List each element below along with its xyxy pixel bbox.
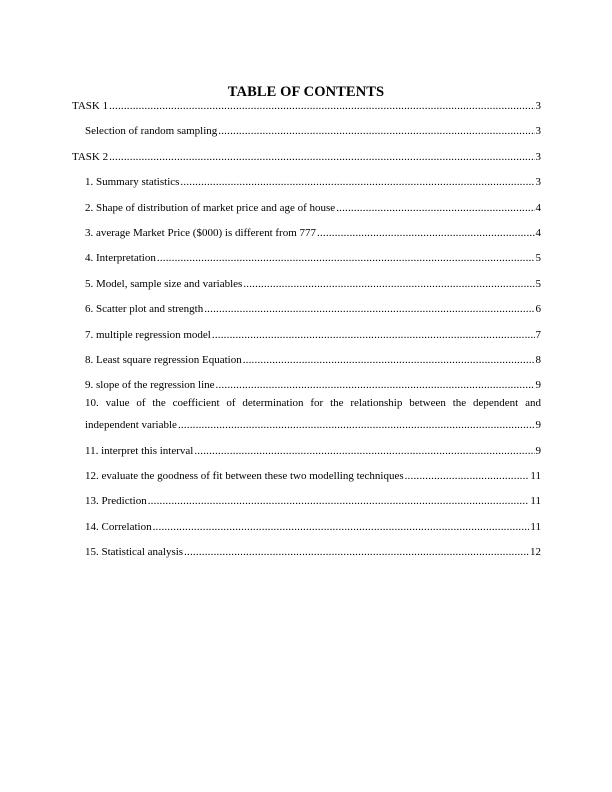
toc-entry-label-line2: independent variable [85,419,177,432]
toc-entry-page: 4 [535,226,541,239]
toc-entry-label: 13. Prediction [85,495,147,508]
toc-entry-label: 7. multiple regression model [85,328,211,341]
toc-entry-statistical-analysis[interactable] [72,546,541,559]
dot-leader [153,521,530,534]
toc-entry-label: 15. Statistical analysis [85,546,184,559]
toc-entry-page: 9 [535,379,541,392]
toc-entry-label: Selection of random sampling [85,125,218,138]
toc-entry-label: 3. average Market Price ($000) is different from 777 [85,226,317,239]
toc-entry-page: 8 [535,353,541,366]
dot-leader [109,100,534,113]
toc-entry-page: 3 [535,150,541,163]
toc-entry-line2 [85,419,541,432]
toc-entry-label: 9. slope of the regression line [85,379,215,392]
toc-entry-page: 3 [535,125,541,138]
dot-leader [317,227,534,240]
toc-entry-task-2[interactable] [72,151,541,164]
toc-entry-page: 9 [535,444,541,457]
table-of-contents [72,100,541,559]
toc-entry-page: 12 [530,546,541,559]
toc-entry-label: 14. Correlation [85,520,152,533]
toc-entry-page: 5 [535,277,541,290]
toc-entry-page: 11 [530,520,541,533]
toc-entry-page: 4 [535,201,541,214]
toc-entry-coefficient-of-determination[interactable] [72,397,541,432]
toc-entry-summary-statistics[interactable] [72,176,541,189]
toc-entry-slope-of-regression-line[interactable] [72,379,541,392]
toc-entry-goodness-of-fit[interactable] [72,470,541,483]
toc-entry-page: 3 [535,100,541,112]
toc-entry-label: 11. interpret this interval [85,444,194,457]
toc-entry-label: TASK 1 [72,100,109,112]
dot-leader [243,354,535,367]
toc-entry-page: 7 [535,328,541,341]
toc-entry-average-market-price[interactable] [72,227,541,240]
dot-leader [218,125,534,138]
dot-leader [194,445,534,458]
dot-leader [148,495,530,508]
toc-entry-label: 1. Summary statistics [85,176,180,189]
dot-leader [109,151,534,164]
toc-entry-task-1[interactable] [72,100,541,113]
toc-entry-page: 9 [535,419,541,432]
toc-entry-label: TASK 2 [72,150,109,163]
toc-entry-label: 4. Interpretation [85,252,156,265]
toc-entry-multiple-regression[interactable] [72,329,541,342]
toc-entry-label: 6. Scatter plot and strength [85,303,204,316]
dot-leader [212,329,535,342]
toc-entry-label: 12. evaluate the goodness of fit between these two modelling techniques [85,470,404,483]
toc-entry-correlation[interactable] [72,521,541,534]
toc-entry-label-line1: 10. value of the coefficient of determination for the relationship between the dependent and [85,397,541,410]
dot-leader [157,252,535,265]
toc-entry-label: 8. Least square regression Equation [85,353,242,366]
dot-leader [180,176,534,189]
toc-entry-interpretation[interactable] [72,252,541,265]
toc-entry-least-square-regression[interactable] [72,354,541,367]
dot-leader [204,303,534,316]
toc-entry-label: 2. Shape of distribution of market price and age of house [85,201,336,214]
dot-leader [336,202,534,215]
toc-entry-page: 11 [530,495,541,508]
toc-entry-page: 11 [530,470,541,483]
toc-entry-page: 5 [535,252,541,265]
dot-leader [184,546,529,559]
dot-leader [178,419,535,432]
dot-leader [405,470,530,483]
toc-entry-model-sample-size[interactable] [72,278,541,291]
toc-entry-page: 6 [535,303,541,316]
toc-entry-shape-of-distribution[interactable] [72,202,541,215]
toc-entry-prediction[interactable] [72,495,541,508]
toc-entry-page: 3 [535,176,541,189]
dot-leader [243,278,534,291]
toc-entry-selection-of-random-sampling[interactable] [72,125,541,138]
toc-entry-scatter-plot[interactable] [72,303,541,316]
dot-leader [216,379,535,392]
toc-entry-label: 5. Model, sample size and variables [85,277,243,290]
toc-title: TABLE OF CONTENTS [227,84,385,100]
toc-entry-interpret-this-interval[interactable] [72,445,541,458]
